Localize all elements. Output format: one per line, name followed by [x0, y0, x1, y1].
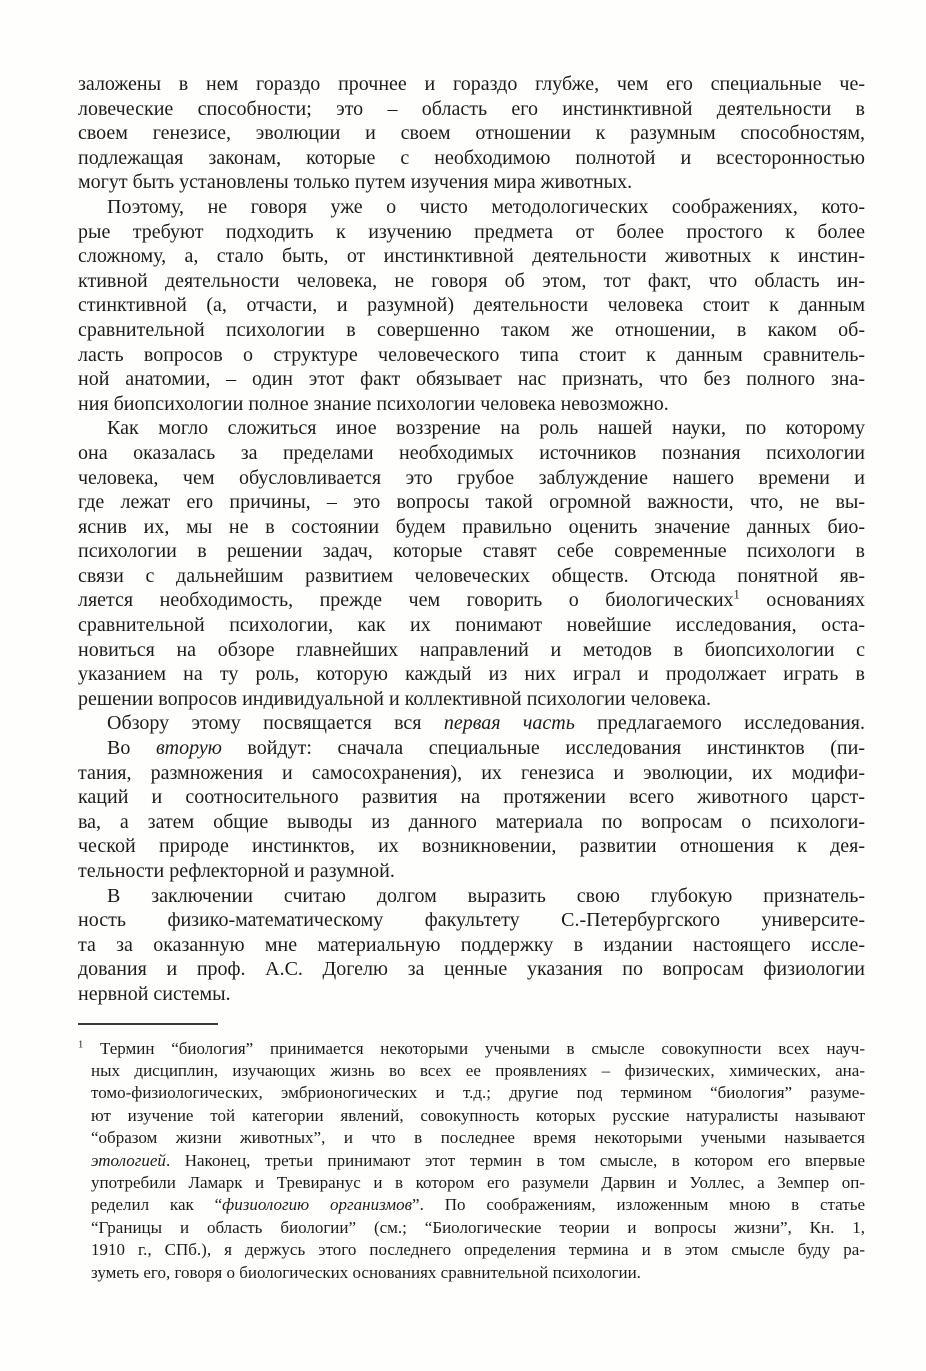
- text-line: дования и проф. А.С. Догелю за ценные указания по вопросам физиологии: [78, 958, 865, 981]
- text-line: каций и соотносительного развития на протяжении всего животного царст-: [78, 786, 865, 809]
- footnote-reference-marker: 1: [733, 587, 740, 602]
- footnote-line: $^1$ Термин “биология” принимается некоторыми учеными в смысле совокупности всех науч-: [78, 1038, 865, 1058]
- footnote-line: ных дисциплин, изучающих жизнь во всех ее проявлениях – физических, химических, ана-: [91, 1060, 865, 1080]
- paragraph: [78, 195, 865, 416]
- footnote-line: ределил как “физиологию организмов”. По соображениям, изложенным мною в статье: [91, 1195, 865, 1215]
- text-line: Во вторую войдут: сначала специальные исследования инстинктов (пи-: [107, 737, 866, 760]
- text-line: ной анатомии, – один этот факт обязывает нас признать, что без полного зна-: [78, 368, 865, 391]
- text-line: сравнительной психологии в совершенно таком же отношении, в каком об-: [78, 318, 865, 341]
- text-line: Поэтому, не говоря уже о чисто методологических соображениях, кото-: [107, 195, 865, 218]
- text-line: связи с дальнейшим развитием человеческих обществ. Отсюда понятной яв-: [78, 564, 865, 587]
- text-line: сравнительной психологии, как их понимают новейшие исследования, оста-: [78, 614, 865, 637]
- text-line: ческой природе инстинктов, их возникновении, развитии отношения к дея-: [78, 835, 865, 858]
- text-line: решении вопросов индивидуальной и коллективной психологии человека.: [78, 687, 711, 710]
- footnote-line: томо-физиологических, эмбрионогических и т.д.; другие под термином “биология” разуме-: [91, 1083, 865, 1103]
- text-line: яснив их, мы не в состоянии будем правильно оценить значение данных био-: [78, 515, 865, 538]
- footnote-line: 1910 г., СПб.), я держусь этого последнего определения термина и в этом смысле буду ра-: [91, 1240, 865, 1260]
- text-line: где лежат его причины, – это вопросы такой огромной важности, что, не вы-: [78, 491, 865, 514]
- text-line: новиться на обзоре главнейших направлений и методов в биопсихологии с: [78, 638, 865, 661]
- text-line: подлежащая законам, которые с необходимою полнотой и всесторонностью: [78, 146, 865, 169]
- text-line: своем генезисе, эволюции и своем отношении к разумным способностям,: [78, 122, 865, 145]
- text-line: ва, а затем общие выводы из данного материала по вопросам о психологи-: [78, 810, 865, 833]
- text-line: тельности рефлекторной и разумной.: [78, 860, 395, 882]
- text-line: ния биопсихологии полное знание психологии человека невозможно.: [78, 392, 669, 415]
- text-line: могут быть установлены только путем изучения мира животных.: [78, 171, 633, 194]
- footnote-line: употребили Ламарк и Тревиранус и в котором его разумели Дарвин и Уоллес, а Земпер оп-: [91, 1173, 865, 1192]
- footnote-reference-marker: 1: [78, 1038, 84, 1050]
- text-line: заложены в нем гораздо прочнее и гораздо глубже, чем его специальные че-: [78, 73, 865, 95]
- text-line: сложному, а, стало быть, от инстинктивной деятельности животных к инстин-: [78, 245, 865, 268]
- text-line: она оказалась за пределами необходимых источников познания психологии: [78, 441, 865, 464]
- text-line: психологии в решении задач, которые ставят себе современные психологи в: [78, 540, 865, 563]
- paragraph: [78, 711, 865, 736]
- text-line: ловеческие способности; это – область его инстинктивной деятельности в: [78, 97, 865, 120]
- text-line: Как могло сложиться иное воззрение на роль нашей науки, по которому: [107, 417, 865, 440]
- text-line: рые требуют подходить к изучению предмета от более простого к более: [78, 220, 865, 243]
- text-line: нервной системы.: [78, 982, 231, 1005]
- text-line: ласть вопросов о структуре человеческого типа стоит к данным сравнитель-: [78, 343, 865, 366]
- paragraph: [78, 416, 865, 711]
- text-line: тания, размножения и самосохранения), их генезиса и эволюции, их модифи-: [78, 761, 865, 784]
- footnote-line: “образом жизни животных”, и что в последнее время некоторыми учеными называется: [91, 1128, 865, 1148]
- footnote-line: зуметь его, говоря о биологических основаниях сравнительной психологии.: [91, 1262, 641, 1282]
- footnote-block: [78, 1038, 865, 1284]
- main-text-block: [78, 72, 865, 1007]
- footnote-line: ют изучение той категории явлений, совокупность которых русские натуралисты называют: [91, 1105, 865, 1125]
- text-line: Обзору этому посвящается вся первая часть предлагаемого исследования.: [107, 712, 865, 735]
- text-line: В заключении считаю долгом выразить свою глубокую признатель-: [107, 884, 865, 907]
- text-line: ляется необходимость, прежде чем говорить о биологических$^1$ основаниях: [78, 587, 865, 612]
- text-line: ность физико-математическому факультету С.-Петербургского университе-: [78, 909, 865, 932]
- text-line: человека, чем обусловливается это грубое заблуждение нашего времени и: [78, 466, 865, 489]
- text-line: та за оказанную мне материальную поддержку в издании настоящего иссле-: [78, 933, 865, 956]
- paragraph: [78, 736, 865, 884]
- paragraph: [78, 884, 865, 1007]
- footnote-line: этологией. Наконец, третьи принимают этот термин в том смысле, в котором его впервые: [91, 1150, 865, 1170]
- footnote-divider: [78, 1023, 218, 1025]
- paragraph: [78, 72, 865, 195]
- text-line: стинктивной (а, отчасти, и разумной) деятельности человека стоит к данным: [78, 294, 865, 317]
- text-line: указанием на ту роль, которую каждый из них играл и продолжает играть в: [78, 663, 865, 686]
- text-line: ктивной деятельности человека, не говоря об этом, тот факт, что область ин-: [78, 269, 865, 292]
- footnote-line: “Границы и область биологии” (см.; “Биологические теории и вопросы жизни”, Кн. 1,: [91, 1217, 865, 1237]
